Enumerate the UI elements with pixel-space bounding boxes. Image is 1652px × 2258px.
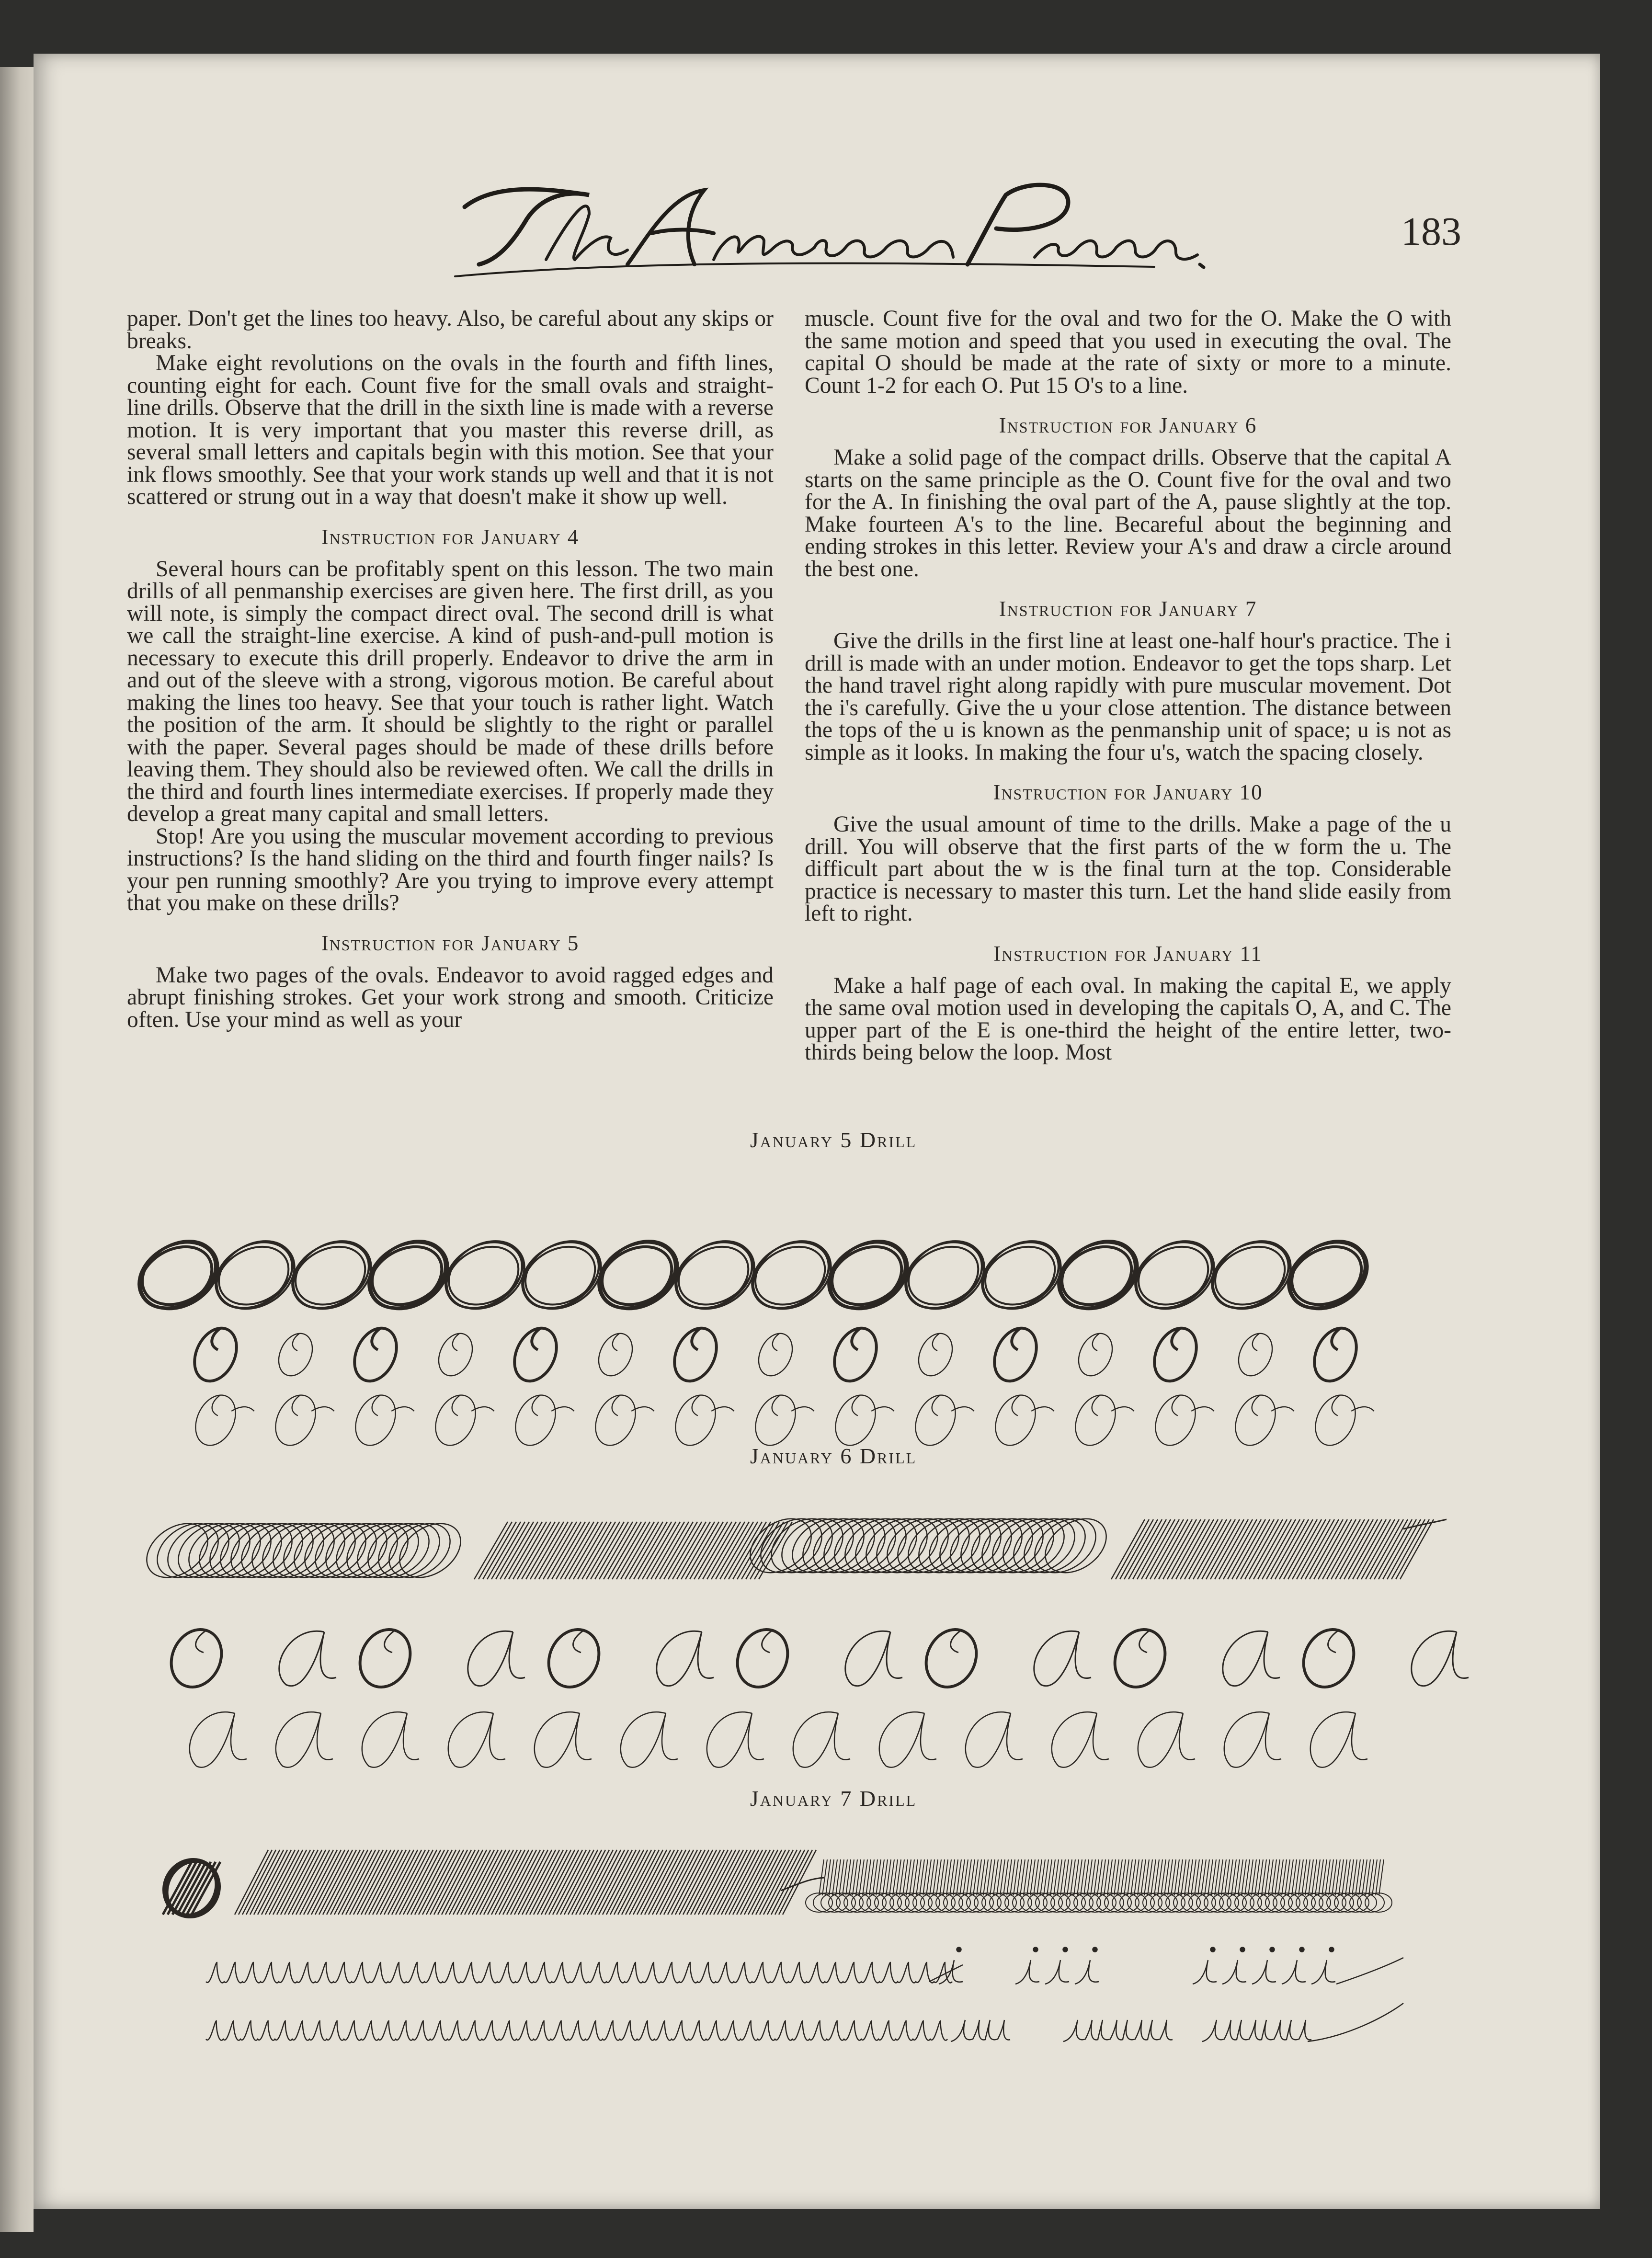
paragraph: Several hours can be profitably spent on this lesson. The two main drills of all penmanship exercises are given here. The first drill, as you will note, is simply the compact direct oval. The second drill is what we call the straight-line exercise. A kind of push-and-pull motion is necessary to execute this drill properly. Endeavor to drive the arm in and out of the sleeve with a strong, vigorous motion. Be careful about making the lines too heavy. See that your touch is rather light. Watch the position of the arm. It should be slightly to the right or parallel with the paper. Several pages should be made of these drills before leaving them. They should also be reviewed often. We call the drills in the third and fourth lines intermediate exercises. If properly made they develop a great many capital and small letters. [127, 556, 774, 826]
drill-capital-o [912, 1328, 958, 1381]
drill-capital-o [748, 1389, 814, 1452]
drill-capital-o [1306, 1322, 1365, 1388]
drill-oval [970, 1228, 1073, 1323]
drill-capital-o [348, 1389, 414, 1452]
drill-capital-o [592, 1328, 638, 1381]
drill-capital-o [1232, 1328, 1278, 1381]
drill-oval [817, 1228, 920, 1323]
drill-oval [510, 1228, 613, 1323]
drill-oval [1276, 1228, 1379, 1323]
paragraph: Make two pages of the ovals. Endeavor to avoid ragged edges and abrupt finishing strokes. Get your work strong and smooth. Criticize often. Use your mind as well as your [127, 962, 774, 1032]
paragraph: paper. Don't get the lines too heavy. Also, be careful about any skips or breaks. [127, 306, 774, 354]
drill-capital-o [1308, 1389, 1374, 1452]
drill-letter-u [951, 2020, 1010, 2041]
drill-capital-o [666, 1322, 725, 1388]
paragraph: Give the usual amount of time to the drills. Make a page of the u drill. You will observe that the first parts of the w form the u. The difficult part about the w is the final turn at the top. Considerable practice is necessary to master this turn. Let the hand slide easily from left to right. [805, 812, 1451, 926]
drill-illustration-jan6 [34, 1479, 1600, 1804]
masthead-logo [445, 161, 1212, 286]
drill-capital-a [190, 1712, 247, 1768]
drill-capital-a [279, 1631, 336, 1686]
under-motion-drill [206, 2021, 947, 2041]
drill-oval [740, 1228, 843, 1323]
page-number: 183 [1401, 209, 1461, 254]
drill-capital-a [1052, 1712, 1109, 1768]
drill-capital-o [432, 1328, 479, 1381]
drill-capital-a [707, 1712, 764, 1768]
drill-letter-u [1202, 2020, 1311, 2041]
drill-capital-o [1148, 1389, 1214, 1452]
drill-capital-a [535, 1712, 592, 1768]
drill-title-jan7: January 7 Drill [750, 1786, 917, 1811]
drill-letter-u [1063, 2020, 1173, 2041]
drill-oval [433, 1228, 536, 1323]
drill-oval [1047, 1228, 1150, 1323]
drill-capital-o [506, 1322, 565, 1388]
section-heading: Instruction for January 5 [321, 931, 580, 955]
drill-letter-i [1015, 1948, 1099, 1984]
right-column [805, 308, 1451, 1064]
paragraph: Make a solid page of the compact drills. Observe that the capital A starts on the same principle as the O. Count five for the oval and two for the A. In finishing the oval part of the A, pause slightly at the top. Make fourteen A's to the line. Becareful about the beginning and ending strokes in this letter. Review your A's and draw a circle around the best one. [805, 445, 1451, 582]
paragraph: Make eight revolutions on the ovals in the fourth and fifth lines, counting eight for each. Count five for the small ovals and straight-line drills. Observe that the drill in the sixth line is made with a reverse motion. It is very important that you master this reverse drill, as several small letters and capitals begin with this motion. See that your ink flows smoothly. See that your work stands up well and that it is not scattered or strung out in a way that doesn't make it show up well. [127, 351, 774, 509]
drill-capital-o [346, 1322, 405, 1388]
paragraph: Give the drills in the first line at least one-half hour's practice. The i drill is made with an under motion. Endeavor to get the tops sharp. Let the hand travel right along rapidly with pure muscular movement. Dot the i's carefully. Give the u your close attention. The distance between the tops of the u is known as the penmanship unit of space; u is not as simple as it looks. In making the four u's, watch the spacing closely. [805, 628, 1451, 765]
drill-oval [587, 1228, 690, 1323]
straight-line-drill [1111, 1519, 1434, 1579]
drill-oval [280, 1228, 383, 1323]
drill-capital-o [272, 1328, 319, 1381]
compact-oval-drill [137, 1513, 471, 1589]
drill-capital-a [966, 1712, 1023, 1768]
drill-capital-a [879, 1712, 936, 1768]
straight-line-drill [235, 1850, 816, 1915]
drill-capital-o [1068, 1389, 1134, 1452]
section-heading: Instruction for January 11 [993, 941, 1263, 966]
paragraph: muscle. Count five for the oval and two for the O. Make the O with the same motion and speed that you used in executing the oval. The capital O should be made at the rate of sixty or more to a minute. Count 1-2 for each O. Put 15 O's to a line. [805, 306, 1451, 398]
drill-illustration-jan7 [34, 1821, 1600, 2118]
drill-capital-a [362, 1712, 419, 1768]
section-heading: Instruction for January 4 [321, 525, 580, 549]
drill-capital-a [1138, 1712, 1195, 1768]
drill-capital-o [908, 1389, 974, 1452]
drill-capital-a [657, 1631, 714, 1686]
under-motion-drill [206, 1962, 963, 1983]
drill-oval [893, 1228, 996, 1323]
drill-oval [1123, 1228, 1226, 1323]
compact-oval-drill [740, 1508, 1117, 1584]
drill-oval [204, 1228, 307, 1323]
drill-capital-a [276, 1712, 333, 1768]
drill-capital-o [1294, 1621, 1363, 1696]
drill-capital-a [793, 1712, 850, 1768]
drill-capital-o [351, 1621, 419, 1696]
drill-capital-o [508, 1389, 574, 1452]
drill-capital-a [845, 1631, 902, 1686]
drill-capital-o [828, 1389, 894, 1452]
drill-capital-a [1223, 1631, 1280, 1686]
drill-oval [1200, 1228, 1303, 1323]
drill-capital-o [539, 1621, 608, 1696]
drill-capital-o [728, 1621, 797, 1696]
paragraph: Make a half page of each oval. In making the capital E, we apply the same oval motion used in developing the capitals O, A, and C. The upper part of the E is one-third the height of the entire letter, two-thirds being below the loop. Most [805, 973, 1451, 1065]
drill-capital-a [1412, 1631, 1469, 1686]
drill-title-jan5: January 5 Drill [750, 1128, 917, 1152]
drill-capital-a [1224, 1712, 1281, 1768]
drill-oval [127, 1228, 230, 1323]
drill-illustration-jan5 [34, 1165, 1600, 1462]
drill-capital-o [186, 1322, 245, 1388]
drill-capital-o [588, 1389, 654, 1452]
drill-capital-o [988, 1389, 1054, 1452]
drill-capital-o [1072, 1328, 1118, 1381]
drill-capital-o [1146, 1322, 1205, 1388]
drill-capital-a [1034, 1631, 1091, 1686]
paragraph: Stop! Are you using the muscular movement according to previous instructions? Is the hand sliding on the third and fourth finger nails? Is your pen running smoothly? Are you trying to improve every attempt that you make on these drills? [127, 823, 774, 915]
compact-oval-monogram [153, 1848, 230, 1927]
drill-capital-o [986, 1322, 1045, 1388]
drill-oval [357, 1228, 460, 1323]
compact-oval-band [781, 1859, 1392, 1912]
drill-capital-a [468, 1631, 525, 1686]
section-heading: Instruction for January 6 [999, 413, 1257, 437]
adjacent-page-edge [0, 67, 34, 2232]
drill-capital-a [1310, 1712, 1367, 1768]
left-column [127, 308, 774, 1031]
drill-letter-i [939, 1948, 963, 1984]
drill-oval [663, 1228, 766, 1323]
drill-capital-o [428, 1389, 494, 1452]
drill-capital-o [752, 1328, 798, 1381]
drill-letter-i [1193, 1948, 1335, 1984]
drill-capital-o [1105, 1621, 1174, 1696]
section-heading: Instruction for January 7 [999, 597, 1257, 621]
drill-capital-o [162, 1621, 230, 1696]
drill-capital-o [826, 1322, 885, 1388]
drill-capital-o [917, 1621, 985, 1696]
drill-capital-o [1228, 1389, 1294, 1452]
drill-capital-o [268, 1389, 334, 1452]
drill-capital-a [448, 1712, 505, 1768]
drill-capital-o [188, 1389, 254, 1452]
drill-capital-a [621, 1712, 678, 1768]
drill-title-jan6: January 6 Drill [750, 1444, 917, 1468]
magazine-page [34, 54, 1600, 2209]
section-heading: Instruction for January 10 [993, 780, 1263, 804]
straight-line-drill [474, 1522, 792, 1579]
drill-capital-o [668, 1389, 734, 1452]
